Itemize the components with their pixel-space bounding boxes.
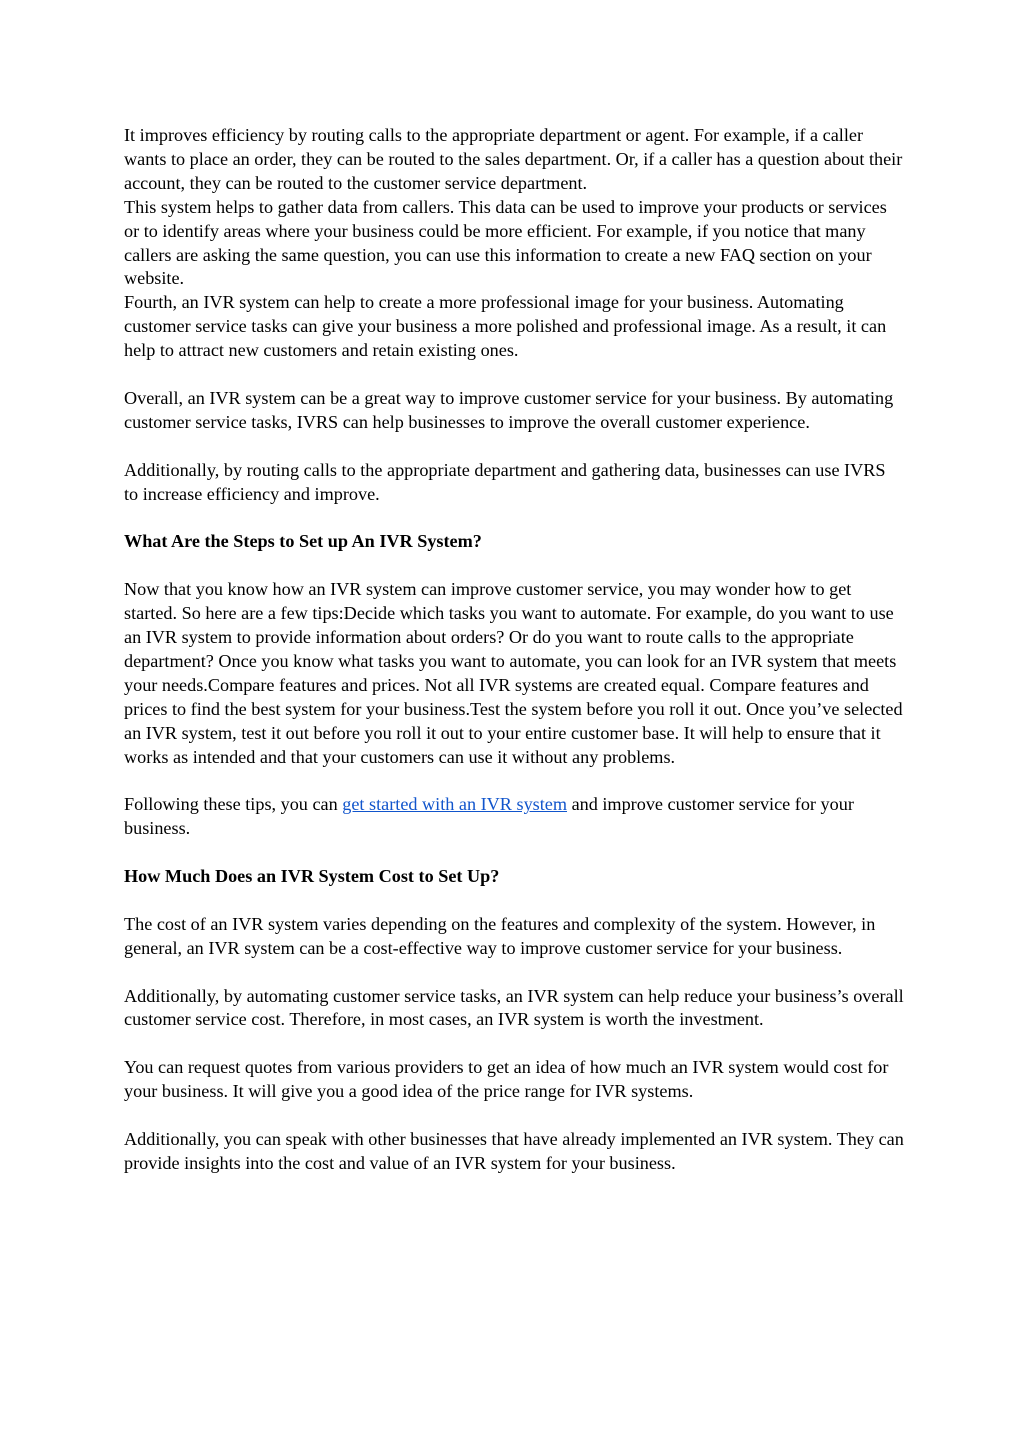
paragraph-spacer	[124, 889, 904, 913]
paragraph-following-tips-lead: Following these tips, you can	[124, 794, 343, 815]
paragraph-cost-varies: The cost of an IVR system varies depending on the features and complexity of the system. However, in general, an IVR system can be a cost-effective way to improve customer service for your business.	[124, 913, 876, 958]
get-started-link[interactable]: get started with an IVR system	[342, 794, 568, 815]
paragraph-speak-businesses: Additionally, you can speak with other businesses that have already implemented an IVR system. They can provide insights into the cost and value of an IVR system for your business.	[124, 1128, 904, 1173]
section-heading-setup-steps: What Are the Steps to Set up An IVR System?	[124, 531, 482, 552]
paragraph-data-gathering: This system helps to gather data from callers. This data can be used to improve your products or services or to identify areas where your business could be more efficient. For example, if you notice that many callers are asking the same question, you can use this information to create a new FAQ section on your website.	[124, 196, 887, 289]
paragraph-setup-tips: Now that you know how an IVR system can improve customer service, you may wonder how to get started. So here are a few tips:Decide which tasks you want to automate. For example, do you want to use an IVR system to provide information about orders? Or do you want to route calls to the appropriate department? Once you know what tasks you want to automate, you can look for an IVR system that meets your needs.Compare features and prices. Not all IVR systems are created equal. Compare features and prices to find the best system for your business.Test the system before you roll it out. Once you’ve selected an IVR system, test it out before you roll it out to your entire customer base. It will help to ensure that it works as intended and that your customers can use it without any problems.	[124, 579, 903, 767]
section-heading-cost: How Much Does an IVR System Cost to Set Up?	[124, 866, 500, 886]
document-page	[124, 124, 904, 1176]
paragraph-additionally-routing: Additionally, by routing calls to the appropriate department and gathering data, businesses can use IVRS to increase efficiency and improve.	[124, 459, 886, 504]
paragraph-following-tips	[124, 793, 904, 841]
paragraph-efficiency: It improves efficiency by routing calls to the appropriate department or agent. For example, if a caller wants to place an order, they can be routed to the sales department. Or, if a caller has a question about their account, they can be routed to the customer service department.	[124, 125, 903, 193]
paragraph-request-quotes: You can request quotes from various providers to get an idea of how much an IVR system would cost for your business. It will give you a good idea of the price range for IVR systems.	[124, 1057, 889, 1102]
paragraph-professional-image: Fourth, an IVR system can help to create a more professional image for your business. Automating customer service tasks can give your business a more polished and professional image. As a result, it can help to attract new customers and retain existing ones.	[124, 292, 887, 361]
paragraph-spacer	[124, 769, 904, 793]
paragraph-following-tips-tail: and improve customer service for your business.	[124, 794, 854, 839]
paragraph-spacer	[124, 961, 904, 985]
paragraph-spacer	[124, 363, 904, 387]
paragraph-spacer	[124, 506, 904, 530]
paragraph-spacer	[124, 1104, 904, 1128]
paragraph-overall: Overall, an IVR system can be a great way to improve customer service for your business. By automating customer service tasks, IVRS can help businesses to improve the overall customer experience.	[124, 387, 894, 432]
paragraph-spacer	[124, 554, 904, 578]
paragraph-spacer	[124, 435, 904, 459]
paragraph-spacer	[124, 1032, 904, 1056]
paragraph-spacer	[124, 841, 904, 865]
paragraph-cost-reduction: Additionally, by automating customer service tasks, an IVR system can help reduce your business’s overall customer service cost. Therefore, in most cases, an IVR system is worth the investment.	[124, 985, 904, 1030]
